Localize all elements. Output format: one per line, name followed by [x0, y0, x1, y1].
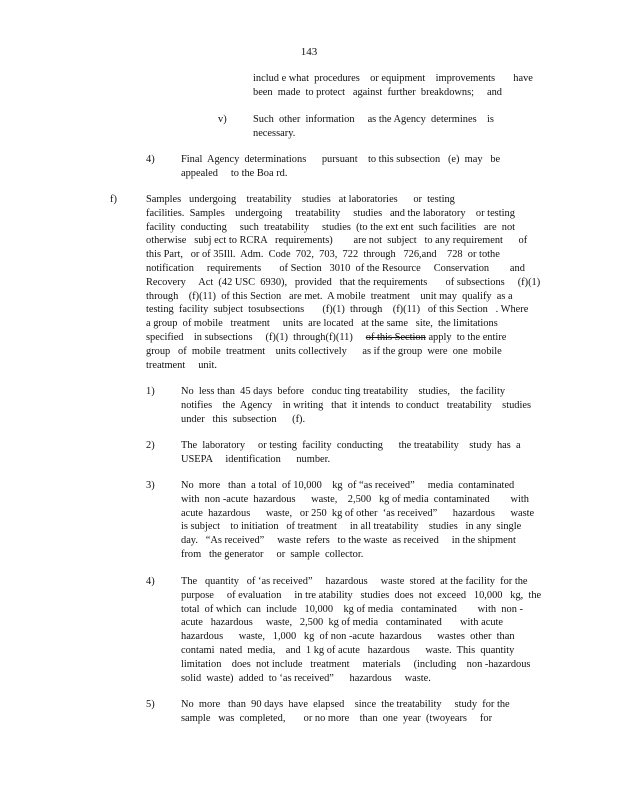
item-4-text [181, 153, 511, 181]
text-line: hazardous waste, 1,000 kg of non -acute hazardous wastes other than [181, 631, 515, 643]
text-line: otherwise subj ect to RCRA requirements) are not subject to any requirement of [146, 235, 528, 247]
text-line: The laboratory or testing facility conducting the treatability study has a [181, 440, 521, 451]
text-line: appealed to the Boa rd. [181, 167, 288, 179]
text-line: sample was completed, or no more than one year (twoyears for [181, 712, 493, 724]
text-line: contami nated media, and 1 kg of acute hazardous waste. This quantity [181, 644, 515, 656]
text-line: acute hazardous waste, 2,500 kg of media contaminated with acute [181, 617, 504, 629]
text-line: No more than 90 days have elapsed since the treatability study for the [181, 699, 510, 710]
item-4-label: 4) [146, 154, 155, 165]
section-f-text [146, 193, 541, 372]
text-line: notifies the Agency in writing that it intends to conduct treatability studies [181, 399, 532, 411]
section-f-label: f) [110, 194, 117, 205]
text-line: day. “As received” waste refers to the waste as received in the shipment [181, 535, 516, 547]
text-line: notification requirements of Section 3010 of the Resource Conservation and [146, 262, 525, 274]
text-line: a group of mobile treatment units are located at the same site, the limitations [146, 318, 498, 330]
item-3-label: 3) [146, 480, 155, 491]
text-line: No more than a total of 10,000 kg of “as received” media contaminated [181, 480, 515, 491]
text-line: Samples undergoing treatability studies at laboratories or testing [146, 194, 455, 205]
item-3-text [181, 479, 535, 562]
text-line: total of which can include 10,000 kg of media contaminated with non - [181, 603, 523, 615]
text-line: testing facility subject tosubsections (f)(1) through (f)(11) of this Section . Where [146, 304, 529, 316]
text-line: facility conducting such treatability studies (to the ext ent such facilities are not [146, 221, 516, 233]
struck-text: of this Section [365, 331, 426, 343]
text-line: Final Agency determinations pursuant to this subsection (e) may be [181, 154, 501, 165]
text-fragment: apply to the entire [428, 331, 507, 343]
text-line: The quantity of ‘as received” hazardous waste stored at the facility for the [181, 576, 528, 587]
text-line: includ e what procedures or equipment improvements have [253, 73, 533, 84]
item-5-label: 5) [146, 699, 155, 710]
item-1-label: 1) [146, 386, 155, 397]
text-line: acute hazardous waste, or 250 kg of other ‘as received” hazardous waste [181, 507, 535, 519]
item-1-text [181, 385, 537, 426]
item-4-quantity-text [181, 575, 542, 685]
text-line: facilities. Samples undergoing treatability studies and the laboratory or testing [146, 207, 515, 219]
item-v-text [253, 113, 513, 141]
text-line: through (f)(11) of this Section are met. A mobile treatment unit may qualify as a [146, 290, 513, 302]
page-number: 143 [300, 46, 318, 58]
item-5-text [181, 698, 517, 726]
text-fragment: specified in subsections (f)(1) through(f)(11) [146, 331, 353, 343]
continued-item-text [253, 72, 535, 100]
text-line: purpose of evaluation in tre atability studies does not exceed 10,000 kg, the [181, 589, 542, 601]
text-line [146, 331, 536, 345]
text-line: limitation does not include treatment materials (including non -hazardous [181, 658, 531, 670]
text-line: is subject to initiation of treatment in all treatability studies in any single [181, 521, 522, 533]
text-line: treatment unit. [146, 359, 217, 371]
item-2-text [181, 439, 526, 467]
item-2-label: 2) [146, 440, 155, 451]
text-line: No less than 45 days before conduc ting treatability studies, the facility [181, 386, 506, 397]
text-line: with non -acute hazardous waste, 2,500 kg of media contaminated with [181, 493, 529, 505]
item-v-label: v) [218, 114, 227, 125]
text-line: Such other information as the Agency determines is [253, 114, 494, 125]
text-line: solid waste) added to ‘as received” hazardous waste. [181, 672, 431, 684]
item-4-quantity-label: 4) [146, 576, 155, 587]
text-line: group of mobile treatment units collectively as if the group were one mobile [146, 345, 502, 357]
text-line: from the generator or sample collector. [181, 548, 364, 560]
text-line: this Part, or of 35Ill. Adm. Code 702, 703, 722 through 726,and 728 or tothe [146, 249, 500, 261]
text-line: Recovery Act (42 USC 6930), provided that the requirements of subsections (f)(1) [146, 276, 541, 288]
text-line: under this subsection (f). [181, 413, 306, 425]
text-line: necessary. [253, 127, 296, 139]
text-line: been made to protect against further breakdowns; and [253, 86, 503, 98]
text-line: USEPA identification number. [181, 453, 331, 465]
